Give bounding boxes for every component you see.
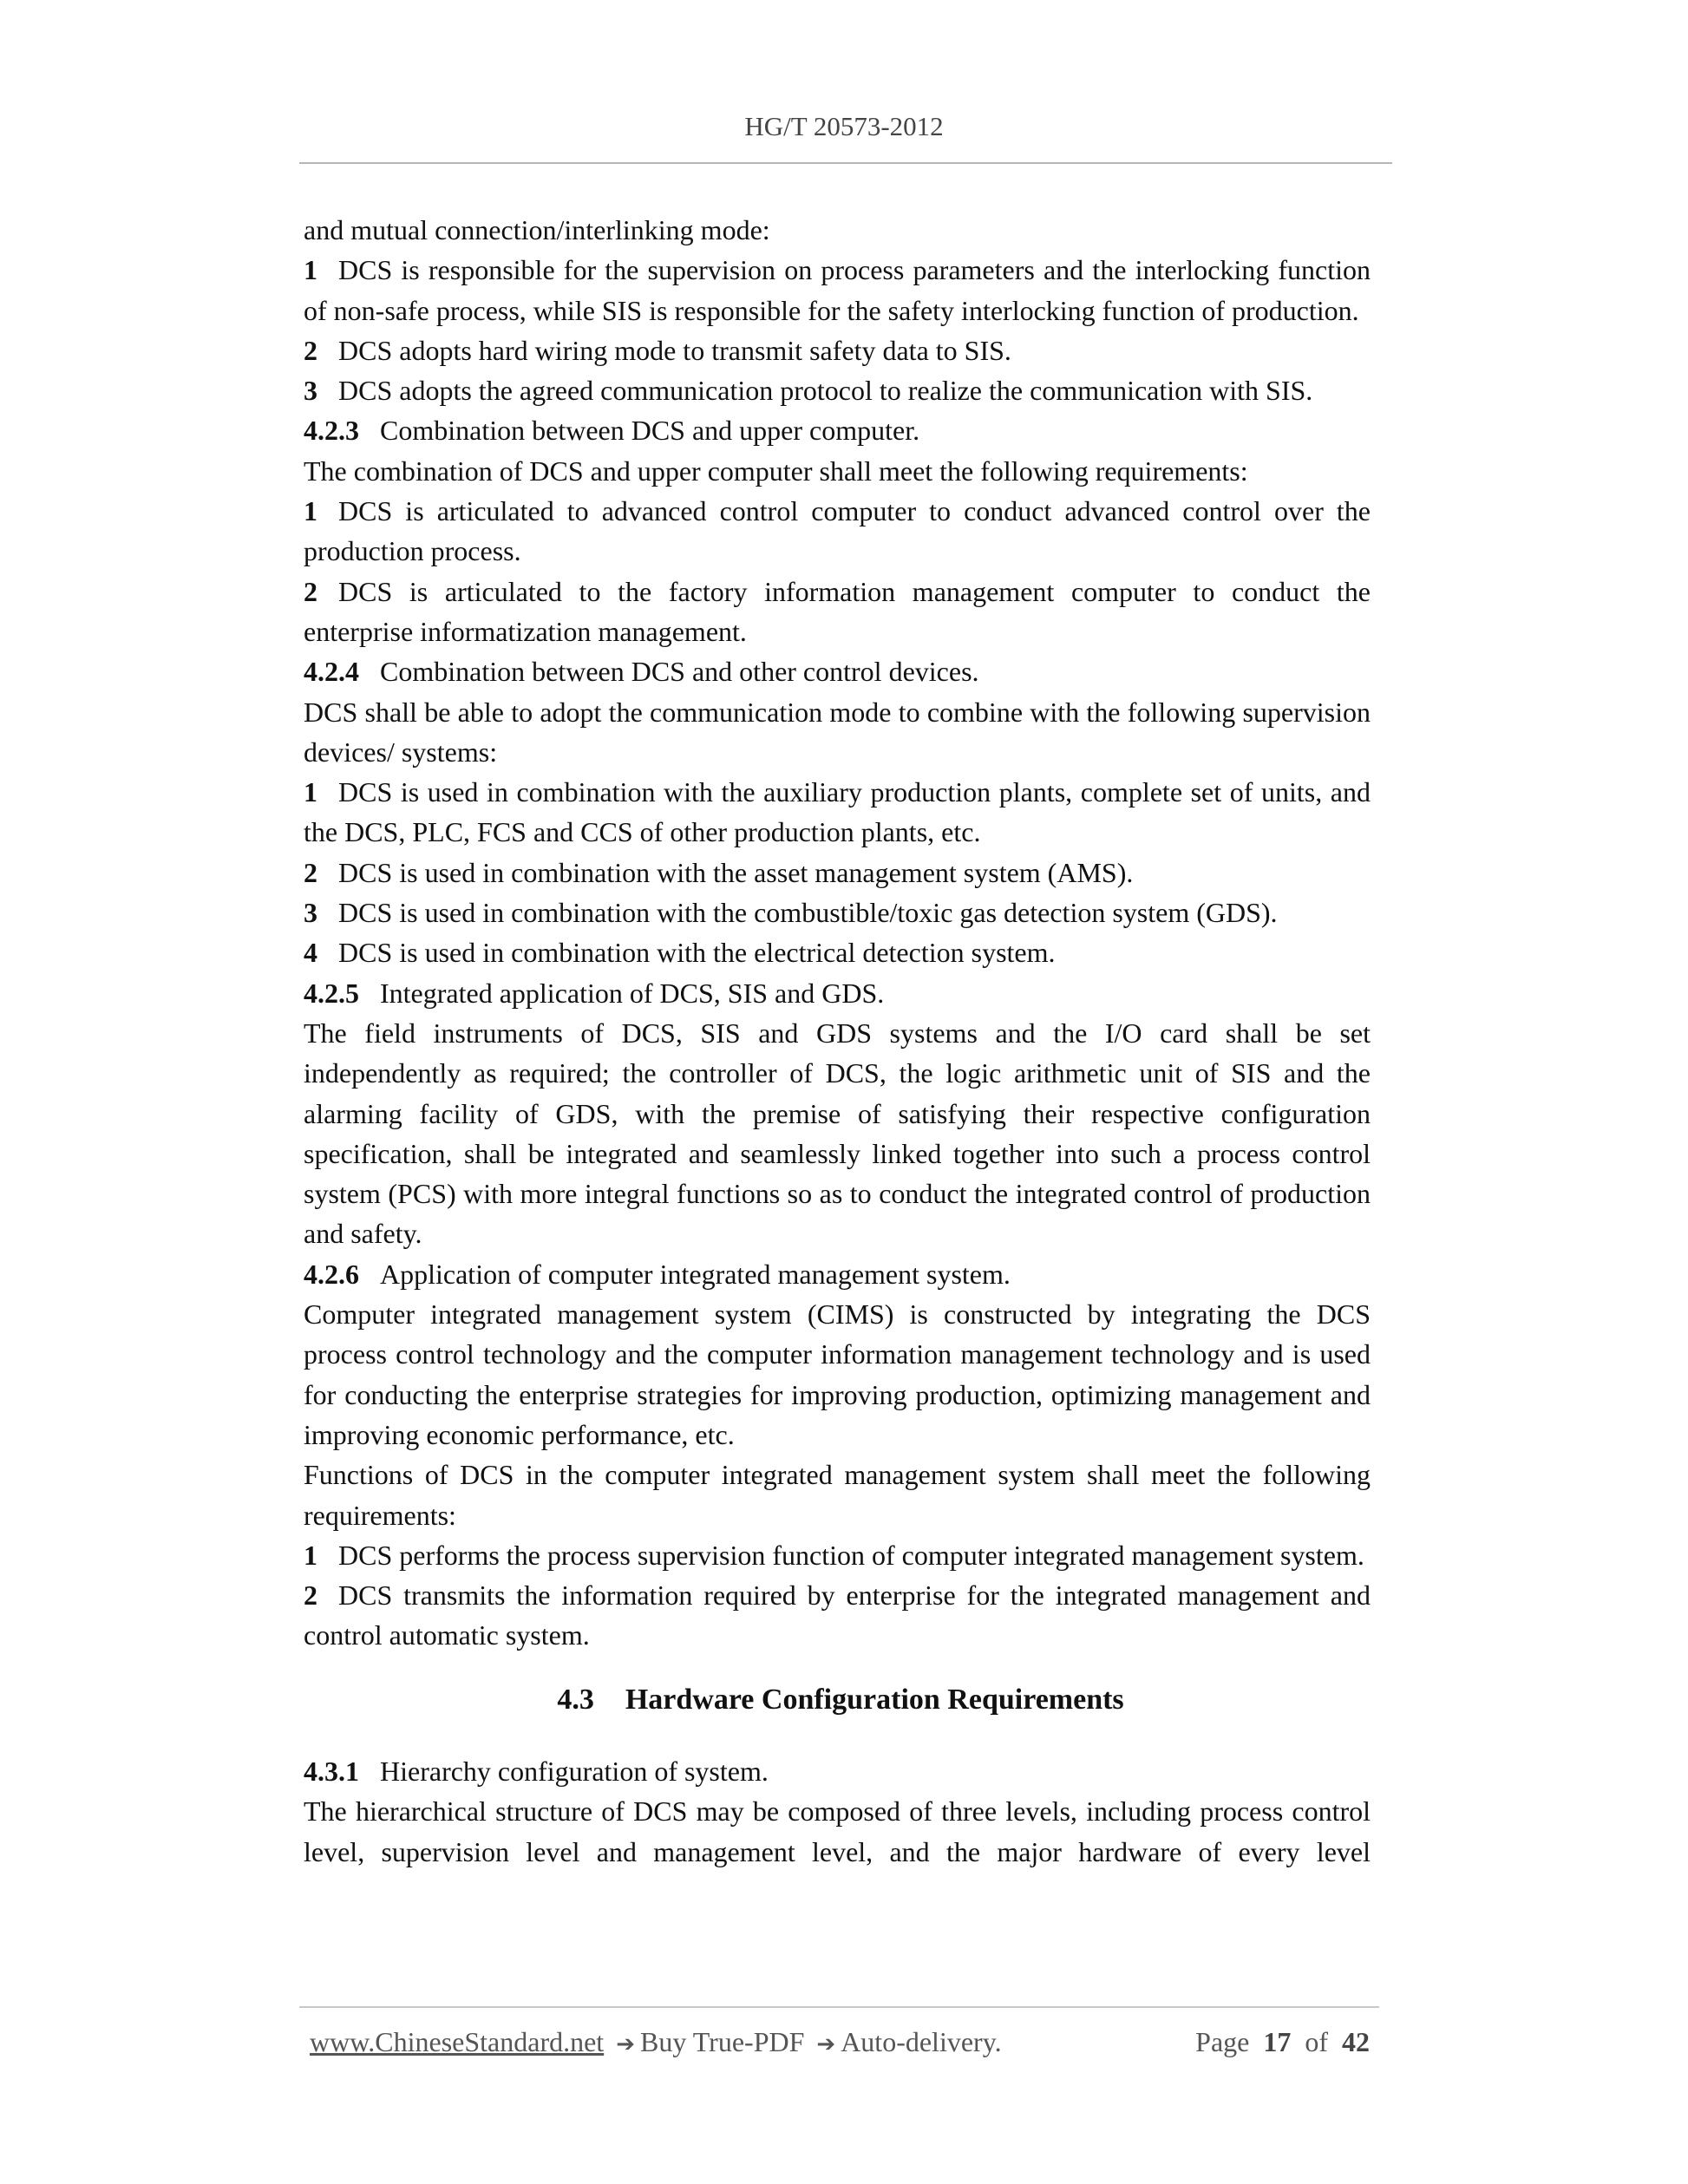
page-content bbox=[304, 210, 1371, 1872]
header-divider bbox=[299, 162, 1392, 164]
list-item: 1 DCS is responsible for the supervision on process parameters and the interlocking function of non-safe process, while SIS is responsible for the safety interlocking function of production. bbox=[304, 254, 1371, 326]
list-item: 1 DCS is used in combination with the auxiliary production plants, complete set of units, and the DCS, PLC, FCS and CCS of other production plants, etc. bbox=[304, 776, 1371, 848]
paragraph: The combination of DCS and upper computer shall meet the following requirements: bbox=[304, 454, 1248, 487]
clause-heading: 4.2.6 Application of computer integrated management system. bbox=[304, 1258, 1011, 1290]
list-item: 4 DCS is used in combination with the electrical detection system. bbox=[304, 937, 1056, 969]
paragraph: and mutual connection/interlinking mode: bbox=[304, 214, 770, 245]
arrow-right-icon: ➔ bbox=[816, 2031, 836, 2057]
clause-heading: 4.2.5 Integrated application of DCS, SIS and GDS. bbox=[304, 977, 885, 1009]
clause-heading: 4.3.1 Hierarchy configuration of system. bbox=[304, 1755, 769, 1787]
list-item: 1 DCS performs the process supervision function of computer integrated management system. bbox=[304, 1539, 1364, 1571]
arrow-right-icon: ➔ bbox=[616, 2031, 635, 2057]
footer-divider bbox=[299, 2006, 1379, 2008]
total-pages: 42 bbox=[1342, 2026, 1370, 2057]
paragraph: The field instruments of DCS, SIS and GDS systems and the I/O card shall be set independently as required; the controller of DCS, the logic arithmetic unit of SIS and the alarming facility of GDS, with the premise of satisfying their respective configuration specification, shall be integrated and seamlessly linked together into such a process control system (PCS) with more integral functions so as to conduct the integrated control of production and safety. bbox=[304, 1017, 1371, 1250]
list-item: 1 DCS is articulated to advanced control computer to conduct advanced control over the production process. bbox=[304, 495, 1371, 567]
list-item: 2 DCS transmits the information required by enterprise for the integrated management and control automatic system. bbox=[304, 1579, 1371, 1651]
paragraph: Functions of DCS in the computer integrated management system shall meet the following requirements: bbox=[304, 1459, 1371, 1531]
section-heading: 4.3 Hardware Configuration Requirements bbox=[557, 1683, 1124, 1716]
current-page: 17 bbox=[1263, 2026, 1292, 2057]
list-item: 3 DCS is used in combination with the combustible/toxic gas detection system (GDS). bbox=[304, 897, 1278, 929]
site-link[interactable]: www.ChineseStandard.net bbox=[310, 2026, 605, 2057]
clause-heading: 4.2.3 Combination between DCS and upper computer. bbox=[304, 415, 920, 447]
list-item: 2 DCS is articulated to the factory information management computer to conduct the enterprise informatization management. bbox=[304, 575, 1371, 647]
paragraph: The hierarchical structure of DCS may be composed of three levels, including process control level, supervision level and management level, and the major hardware of every level bbox=[304, 1795, 1371, 1867]
delivery-text: Auto-delivery. bbox=[841, 2026, 1002, 2057]
list-item: 2 DCS adopts hard wiring mode to transmit safety data to SIS. bbox=[304, 334, 1011, 366]
page-number: Page 17 of 42 bbox=[1195, 2026, 1370, 2057]
list-item: 3 DCS adopts the agreed communication protocol to realize the communication with SIS. bbox=[304, 375, 1313, 407]
paragraph: Computer integrated management system (CIMS) is constructed by integrating the DCS process control technology and the computer information management technology and is used for conducting the enterprise strategies for improving production, optimizing management and improving economic performance, etc. bbox=[304, 1298, 1371, 1450]
document-code-header: HG/T 20573-2012 bbox=[744, 111, 944, 141]
list-item: 2 DCS is used in combination with the asset management system (AMS). bbox=[304, 856, 1134, 888]
footer-links bbox=[310, 2026, 1002, 2058]
buy-text: Buy True-PDF bbox=[639, 2026, 805, 2057]
paragraph: DCS shall be able to adopt the communication mode to combine with the following supervision devices/ systems: bbox=[304, 696, 1371, 768]
clause-heading: 4.2.4 Combination between DCS and other control devices. bbox=[304, 656, 979, 688]
